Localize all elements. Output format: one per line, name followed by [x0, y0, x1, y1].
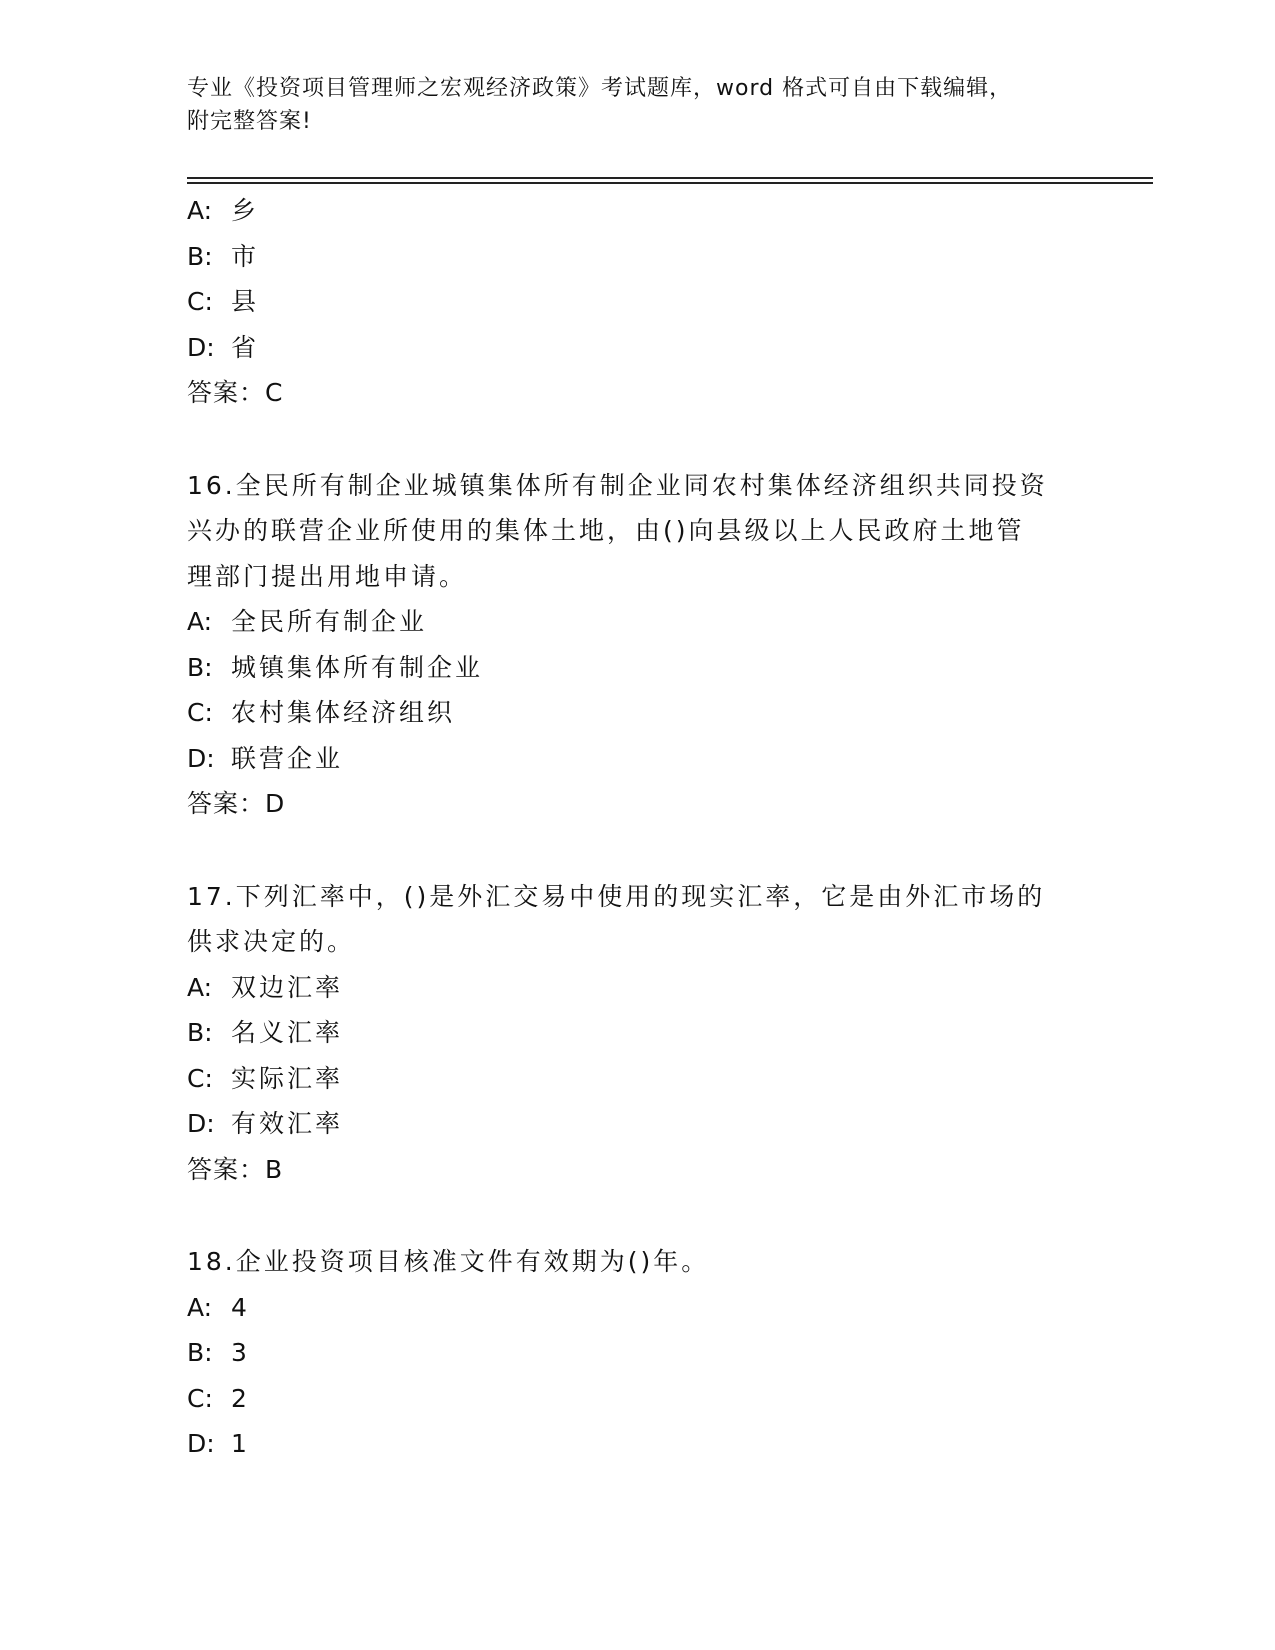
option-d: D: 联营企业 [187, 743, 344, 773]
document-header [187, 72, 1067, 138]
question-line: 18.企业投资项目核准文件有效期为()年。 [187, 1247, 710, 1276]
question-text [187, 874, 1087, 965]
question-block-16 [187, 463, 1087, 827]
question-line: 17.下列汇率中，()是外汇交易中使用的现实汇率，它是由外汇市场的 [187, 881, 1046, 911]
option-b: B: 市 [187, 241, 260, 271]
option-c: C: 实际汇率 [187, 1063, 344, 1093]
question-block-15 [187, 188, 1087, 416]
option-b: B: 城镇集体所有制企业 [187, 652, 484, 682]
option-c: C: 农村集体经济组织 [187, 698, 456, 727]
question-line: 供求决定的。 [187, 927, 356, 956]
option-c: C: 2 [187, 1383, 250, 1413]
question-text [187, 463, 1087, 600]
option-b: B: 名义汇率 [187, 1018, 344, 1047]
option-d: D: 1 [187, 1429, 250, 1458]
question-line: 理部门提出用地申请。 [187, 561, 468, 591]
answer-line: 答案：C [187, 378, 284, 407]
option-d: D: 有效汇率 [187, 1109, 344, 1138]
question-text [187, 1239, 1087, 1285]
option-d: D: 省 [187, 332, 260, 362]
header-divider-bottom [187, 182, 1153, 184]
question-block-17 [187, 874, 1087, 1193]
option-c: C: 县 [187, 287, 260, 316]
question-block-18 [187, 1239, 1087, 1467]
answer-line: 答案：D [187, 789, 286, 818]
header-line-1: 专业《投资项目管理师之宏观经济政策》考试题库，word 格式可自由下载编辑， [187, 76, 1013, 101]
question-line: 16.全民所有制企业城镇集体所有制企业同农村集体经济组织共同投资 [187, 470, 1048, 500]
header-line-2: 附完整答案! [187, 109, 312, 134]
option-a: A: 全民所有制企业 [187, 607, 428, 636]
question-list [187, 188, 1087, 1467]
option-a: A: 乡 [187, 196, 260, 225]
answer-line: 答案：B [187, 1154, 284, 1184]
option-a: A: 4 [187, 1292, 250, 1322]
option-b: B: 3 [187, 1338, 250, 1367]
header-divider-top [187, 177, 1153, 179]
question-line: 兴办的联营企业所使用的集体土地，由()向县级以上人民政府土地管 [187, 516, 1025, 545]
option-a: A: 双边汇率 [187, 972, 344, 1002]
